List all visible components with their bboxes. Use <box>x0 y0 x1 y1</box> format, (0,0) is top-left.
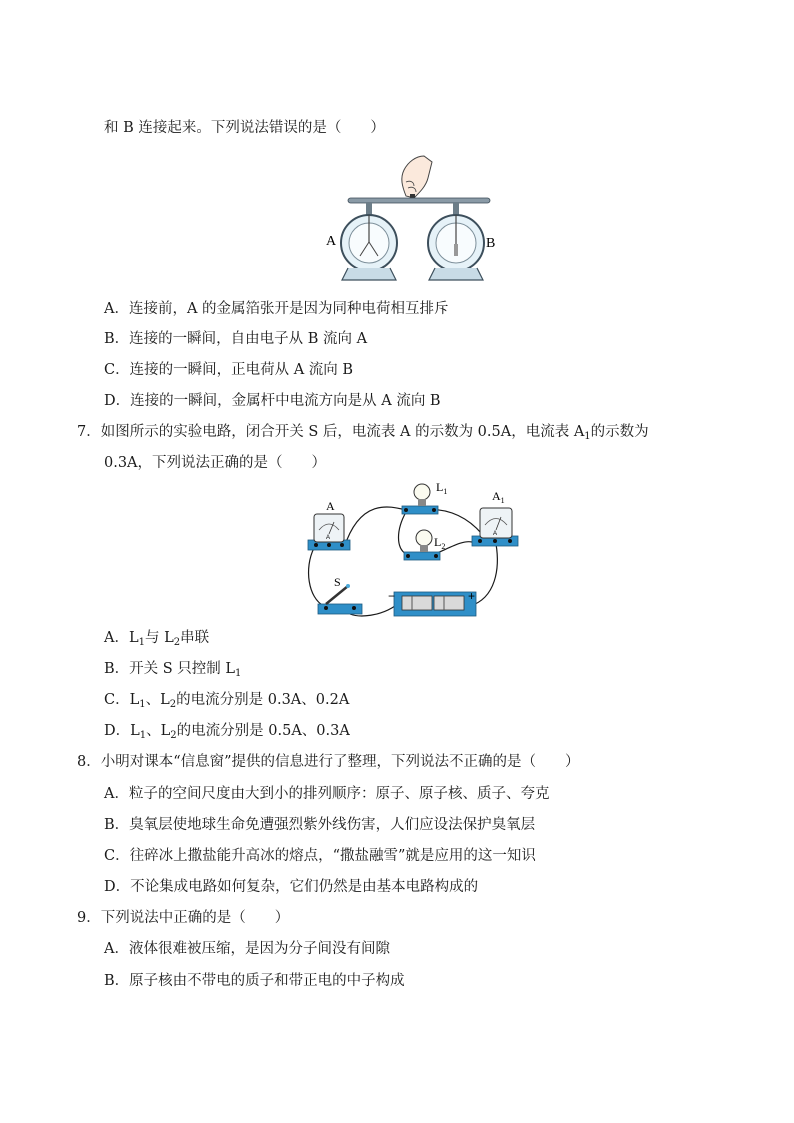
battery-box <box>394 592 476 616</box>
electroscope-a <box>341 203 397 280</box>
q6-option-d: D．连接的一瞬间，金属杆中电流方向是从 A 流向 B <box>104 393 441 409</box>
q6-option-a: A．连接前，A 的金属箔张开是因为同种电荷相互排斥 <box>104 301 449 317</box>
bulb-l1-label: $L_1$ <box>436 480 448 496</box>
circuit-figure <box>300 478 530 624</box>
metal-rod <box>348 198 490 203</box>
q9-option-a: A．液体很难被压缩，是因为分子间没有间隙 <box>104 941 390 957</box>
ammeter-a-label: A <box>326 499 335 513</box>
ammeter-a1-label: $A_1$ <box>492 489 505 505</box>
q8-option-b: B．臭氧层使地球生命免遭强烈紫外线伤害，人们应设法保护臭氧层 <box>104 817 536 833</box>
q7-stem-line1: 7．如图所示的实验电路，闭合开关 S 后，电流表 A 的示数为 0.5A，电流表 $A_1$的示数为 <box>77 424 649 442</box>
q6-option-c: C．连接的一瞬间，正电荷从 A 流向 B <box>104 362 354 378</box>
q6-option-b: B．连接的一瞬间，自由电子从 B 流向 A <box>104 331 368 347</box>
electroscope-figure <box>318 152 498 282</box>
label-a: A <box>326 234 337 249</box>
q7-option-a: A．$L_1$与 $L_2$串联 <box>104 630 210 648</box>
q8-option-d: D．不论集成电路如何复杂，它们仍然是由基本电路构成的 <box>104 879 479 895</box>
hand-icon <box>402 156 432 202</box>
ammeter-a1-dial: A <box>493 531 498 537</box>
battery-plus: + <box>468 589 476 603</box>
q8-option-a: A．粒子的空间尺度由大到小的排列顺序：原子、原子核、质子、夸克 <box>104 786 550 802</box>
q9-option-b: B．原子核由不带电的质子和带正电的中子构成 <box>104 973 405 989</box>
bulb-l1 <box>402 484 438 514</box>
ammeter-a1 <box>472 508 518 546</box>
battery-minus: − <box>388 589 396 603</box>
q8-option-c: C．往碎冰上撒盐能升高冰的熔点，“撒盐融雪”就是应用的这一知识 <box>104 848 536 864</box>
ammeter-a <box>308 514 350 550</box>
q7-option-c: C．$L_1$、$L_2$的电流分别是 0.3A、0.2A <box>104 692 350 710</box>
q6-stem-tail: 和 B 连接起来。下列说法错误的是（ ） <box>104 120 385 136</box>
ammeter-a-dial: A <box>326 535 331 541</box>
switch-label: S <box>334 575 341 589</box>
q7-stem-line2: 0.3A，下列说法正确的是（ ） <box>104 455 327 471</box>
electroscope-b <box>428 203 484 280</box>
q7-option-d: D．$L_1$、$L_2$的电流分别是 0.5A、0.3A <box>104 723 350 741</box>
bulb-l2-label: $L_2$ <box>434 535 446 551</box>
q8-stem: 8．小明对课本“信息窗”提供的信息进行了整理，下列说法不正确的是（ ） <box>77 754 580 770</box>
q9-stem: 9．下列说法中正确的是（ ） <box>77 910 290 926</box>
label-b: B <box>486 236 496 251</box>
q7-option-b: B．开关 S 只控制 $L_1$ <box>104 661 242 679</box>
